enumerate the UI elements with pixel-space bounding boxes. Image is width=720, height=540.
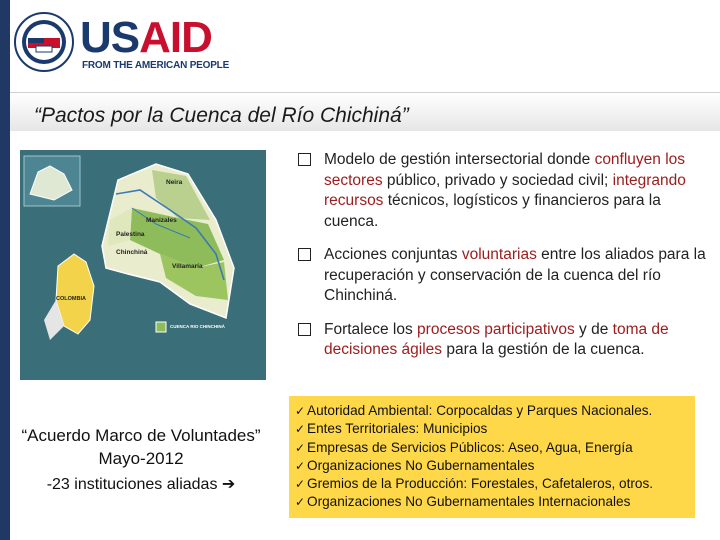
highlighted-text: toma de decisiones ágiles — [324, 320, 669, 358]
ally-label: Autoridad Ambiental: Corpocaldas y Parques Nacionales. — [307, 403, 653, 418]
map-label-neira: Neira — [166, 179, 183, 186]
map-label-palestina: Palestina — [116, 231, 145, 238]
ally-item — [295, 402, 695, 420]
acuerdo-block — [10, 424, 272, 498]
map-label-chinchina: Chinchiná — [116, 249, 148, 256]
check-icon: ✓ — [295, 495, 306, 510]
square-bullet-icon — [298, 323, 311, 336]
square-bullet-icon — [298, 248, 311, 261]
bullet-text: Modelo de gestión intersectorial donde — [324, 151, 595, 168]
ally-item — [295, 439, 695, 457]
ally-label: Organizaciones No Gubernamentales — [307, 457, 535, 473]
ally-label: Gremios de la Producción: Forestales, Cafetaleros, otros. — [307, 476, 654, 492]
bullet-text: Acciones conjuntas — [324, 246, 462, 263]
usaid-seal-icon — [14, 12, 74, 72]
usaid-logo — [14, 12, 230, 76]
map-label-villamaria: Villamaría — [172, 263, 203, 270]
check-icon: ✓ — [295, 440, 306, 455]
map-label-colombia: COLOMBIA — [56, 296, 86, 302]
bullet-text: y de — [574, 320, 613, 338]
usaid-wordmark: USAID — [80, 13, 212, 62]
map-illustration — [20, 150, 266, 380]
ally-item — [295, 420, 695, 438]
bullet-text: para la gestión de la cuenca. — [442, 341, 645, 358]
bullet-list — [296, 150, 716, 374]
left-accent-bar — [0, 0, 10, 540]
ally-item — [295, 493, 695, 511]
arrow-right-icon: ➔ — [221, 476, 236, 493]
highlighted-text: integrando recursos — [324, 171, 686, 209]
highlighted-text: procesos participativos — [417, 320, 575, 338]
allies-box — [289, 396, 695, 518]
ally-item — [295, 457, 695, 475]
square-bullet-icon — [298, 153, 311, 166]
highlighted-text: voluntarias — [461, 246, 537, 263]
check-icon: ✓ — [295, 422, 306, 437]
acuerdo-allies-count: -23 instituciones aliadas ➔ — [46, 476, 236, 493]
bullet-item — [296, 320, 716, 361]
slide-title: “Pactos por la Cuenca del Río Chichiná” — [34, 104, 409, 127]
check-icon: ✓ — [295, 477, 306, 492]
bullet-item — [296, 150, 716, 232]
highlighted-text: confluyen los sectores — [324, 151, 686, 189]
check-icon: ✓ — [295, 458, 306, 473]
ally-item — [295, 475, 695, 493]
ally-label: Organizaciones No Gubernamentales Internacionales — [307, 494, 631, 510]
acuerdo-date: Mayo-2012 — [98, 449, 184, 468]
usaid-tagline: FROM THE AMERICAN PEOPLE — [82, 60, 230, 71]
map-label-manizales: Manizales — [146, 217, 177, 224]
bullet-text: público, privado y sociedad civil; — [382, 171, 613, 189]
bullet-text: entre los aliados para la recuperación y conservación de la cuenca del río Chinchiná. — [324, 246, 706, 304]
bullet-text: Fortalece los — [324, 320, 418, 338]
ally-label: Empresas de Servicios Públicos: Aseo, Agua, Energía — [307, 439, 633, 455]
bullet-item — [296, 245, 716, 307]
acuerdo-title: “Acuerdo Marco de Voluntades” — [21, 426, 261, 445]
ally-label: Entes Territoriales: Municipios — [307, 421, 488, 437]
map-label-cuenca: CUENCA RIO CHINCHINÁ — [170, 324, 225, 329]
check-icon: ✓ — [295, 404, 306, 418]
bullet-text: técnicos, logísticos y financieros para la cuenca. — [324, 192, 661, 230]
watershed-map — [20, 150, 266, 380]
